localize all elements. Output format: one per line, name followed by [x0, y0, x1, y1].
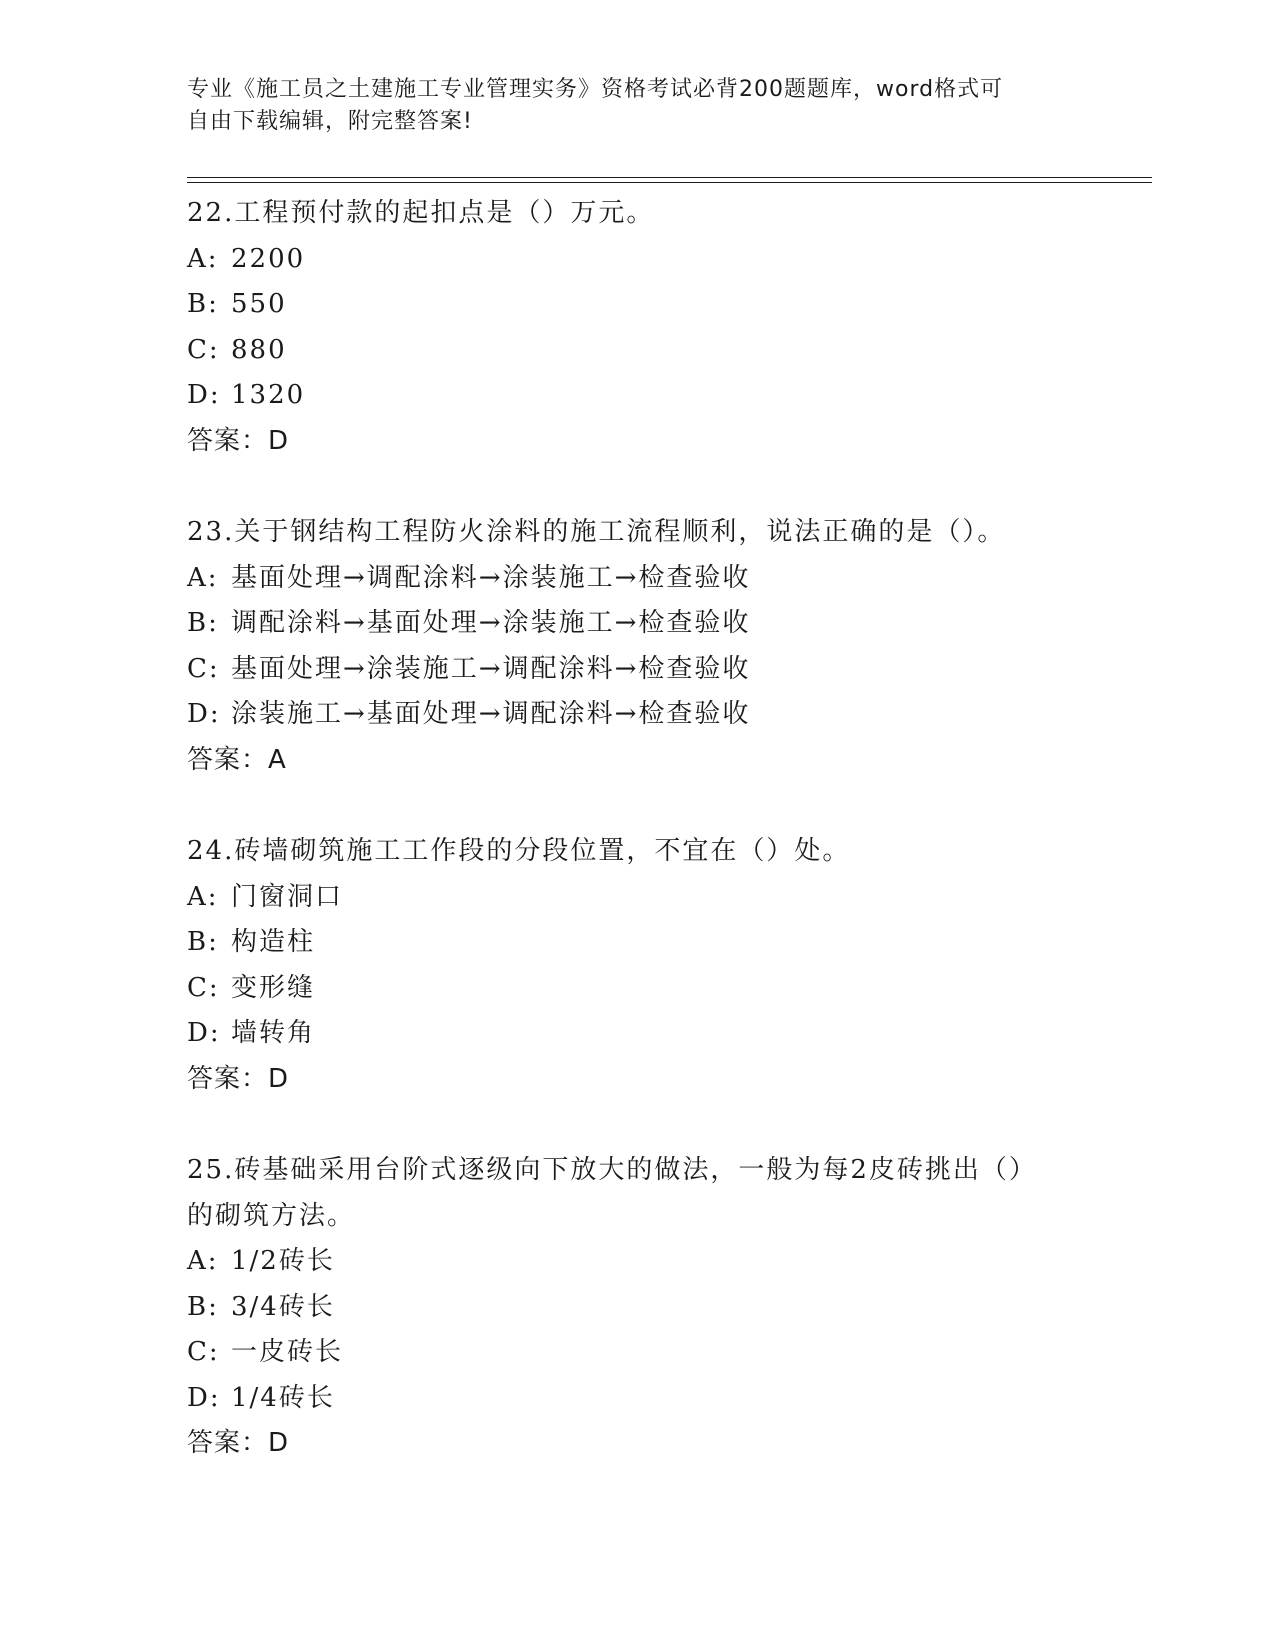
question-24 — [187, 829, 1087, 1102]
option-text: 1320 — [231, 380, 306, 410]
question-stem: 24.砖墙砌筑施工工作段的分段位置，不宜在（）处。 — [187, 836, 851, 866]
option-text: 2200 — [231, 243, 306, 274]
option-a — [187, 875, 1087, 921]
option-text: 基面处理→涂装施工→调配涂料→检查验收 — [231, 653, 751, 684]
option-a — [187, 556, 1087, 602]
question-stem: 22.工程预付款的起扣点是（）万元。 — [187, 198, 655, 228]
question-23 — [187, 510, 1087, 783]
option-letter: A: — [187, 243, 219, 274]
answer-line: 答案：A — [187, 744, 287, 775]
option-text: 1/2砖长 — [231, 1246, 335, 1276]
header-line-2: 自由下载编辑，附完整答案! — [187, 109, 473, 134]
option-text: 3/4砖长 — [231, 1291, 335, 1322]
header-line-1: 专业《施工员之土建施工专业管理实务》资格考试必背200题题库，word格式可 — [187, 77, 1004, 102]
option-b — [187, 920, 1087, 966]
option-letter: A: — [187, 1246, 219, 1276]
question-stem: 25.砖基础采用台阶式逐级向下放大的做法，一般为每2皮砖挑出（） — [187, 1155, 1037, 1185]
question-stem: 23.关于钢结构工程防火涂料的施工流程顺利，说法正确的是（）。 — [187, 517, 1006, 547]
option-letter: D: — [187, 380, 221, 410]
option-text: 880 — [231, 334, 287, 365]
option-letter: D: — [187, 1018, 221, 1048]
option-text: 调配涂料→基面处理→涂装施工→检查验收 — [231, 608, 751, 638]
question-stem-continued: 的砌筑方法。 — [187, 1200, 356, 1231]
option-d — [187, 1376, 1087, 1422]
option-letter: B: — [187, 608, 219, 638]
question-22 — [187, 191, 1087, 464]
answer-line: 答案：D — [187, 1063, 290, 1094]
option-c — [187, 328, 1087, 374]
option-letter: C: — [187, 972, 220, 1003]
option-text: 门窗洞口 — [231, 881, 344, 912]
option-d — [187, 1011, 1087, 1057]
option-text: 1/4砖长 — [231, 1382, 335, 1413]
document-header — [187, 74, 1067, 138]
option-text: 一皮砖长 — [231, 1337, 344, 1367]
option-d — [187, 692, 1087, 738]
question-list — [187, 191, 1087, 1513]
option-letter: A: — [187, 562, 219, 593]
option-letter: C: — [187, 1337, 220, 1367]
option-text: 变形缝 — [231, 972, 316, 1003]
option-letter: B: — [187, 927, 219, 957]
option-letter: B: — [187, 289, 219, 319]
answer-line: 答案：D — [187, 1428, 290, 1458]
option-text: 基面处理→调配涂料→涂装施工→检查验收 — [231, 562, 751, 593]
question-25 — [187, 1148, 1087, 1467]
option-text: 墙转角 — [231, 1018, 316, 1048]
option-text: 涂装施工→基面处理→调配涂料→检查验收 — [231, 699, 751, 729]
header-divider-bottom — [187, 182, 1152, 183]
option-text: 550 — [231, 289, 287, 319]
option-letter: D: — [187, 699, 221, 729]
option-d — [187, 373, 1087, 419]
option-text: 构造柱 — [231, 927, 316, 957]
option-letter: A: — [187, 881, 219, 912]
option-letter: C: — [187, 653, 220, 684]
header-divider-top — [187, 177, 1152, 178]
option-b — [187, 282, 1087, 328]
option-b — [187, 601, 1087, 647]
option-letter: C: — [187, 334, 220, 365]
option-a — [187, 237, 1087, 283]
option-b — [187, 1285, 1087, 1331]
option-letter: B: — [187, 1291, 219, 1322]
option-c — [187, 1330, 1087, 1376]
option-a — [187, 1239, 1087, 1285]
option-letter: D: — [187, 1382, 221, 1413]
option-c — [187, 966, 1087, 1012]
answer-line: 答案：D — [187, 425, 290, 456]
option-c — [187, 647, 1087, 693]
